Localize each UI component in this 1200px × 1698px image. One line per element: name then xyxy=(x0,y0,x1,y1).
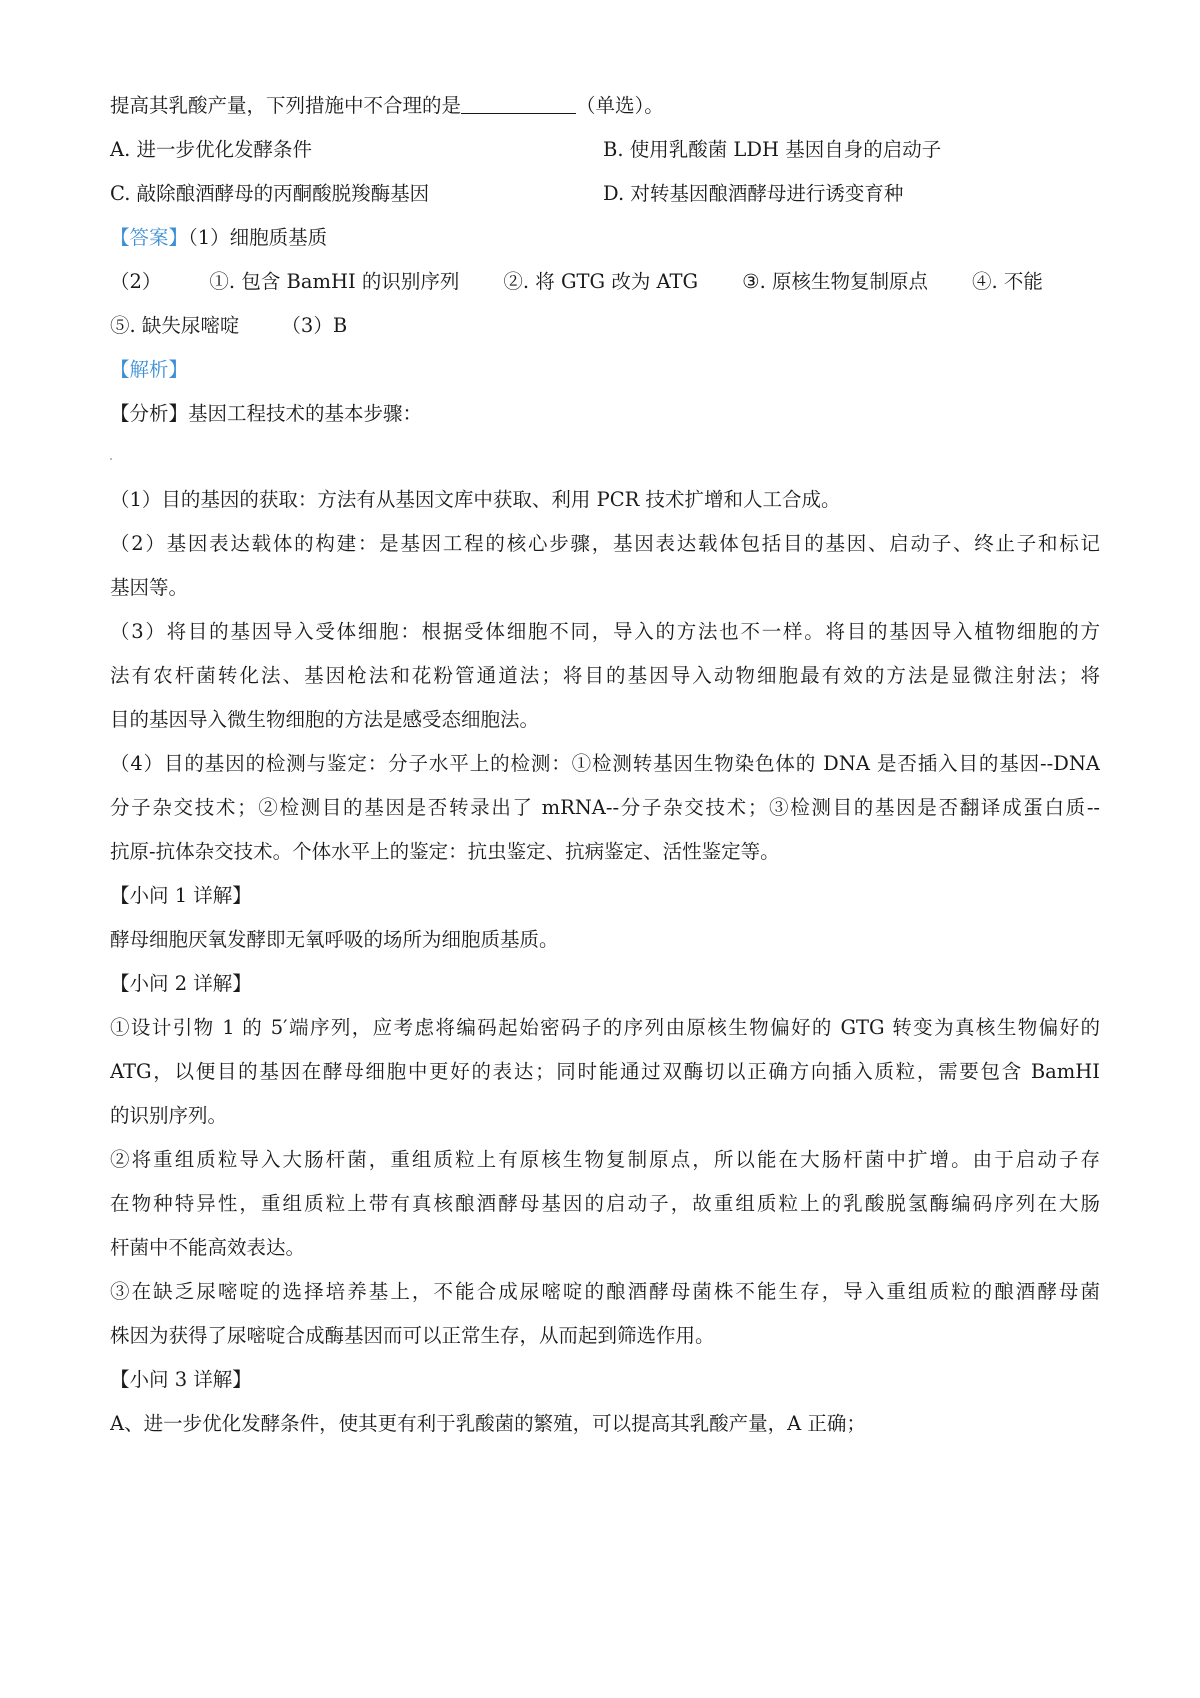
answer-line-2 xyxy=(110,268,1100,296)
answer-part1: （1）细胞质基质 xyxy=(188,226,328,249)
option-c: C. 敲除酿酒酵母的丙酮酸脱羧酶基因 xyxy=(110,182,430,205)
answer-label: 【答案】 xyxy=(110,226,189,249)
answer-part2-prefix: （2） xyxy=(110,270,162,293)
analysis-line: （2）基因表达载体的构建：是基因工程的核心步骤，基因表达载体包括目的基因、启动子、终止子和标记 xyxy=(110,532,1100,555)
q2-line: 的识别序列。 xyxy=(110,1104,228,1127)
answer-part2-item: ⑤. 缺失尿嘧啶 xyxy=(110,314,240,337)
q2-title: 【小问 2 详解】 xyxy=(110,972,252,995)
q1-title: 【小问 1 详解】 xyxy=(110,884,252,907)
analysis-line: 目的基因导入微生物细胞的方法是感受态细胞法。 xyxy=(110,708,540,731)
question-stem-text: 提高其乳酸产量，下列措施中不合理的是 xyxy=(110,94,462,117)
answer-part2-item: ②. 将 GTG 改为 ATG xyxy=(503,270,699,293)
q2-line: 在物种特异性，重组质粒上带有真核酿酒酵母基因的启动子，故重组质粒上的乳酸脱氢酶编码序列在大肠 xyxy=(110,1192,1100,1215)
option-a: A. 进一步优化发酵条件 xyxy=(110,138,312,161)
explanation-label: 【解析】 xyxy=(110,358,189,381)
q2-line: ATG，以便目的基因在酵母细胞中更好的表达；同时能通过双酶切以正确方向插入质粒，需要包含 BamHI xyxy=(110,1060,1100,1083)
analysis-line: （4）目的基因的检测与鉴定：分子水平上的检测：①检测转基因生物染色体的 DNA 是否插入目的基因--DNA xyxy=(110,752,1100,775)
q2-line: 杆菌中不能高效表达。 xyxy=(110,1236,306,1259)
q2-line: ②将重组质粒导入大肠杆菌，重组质粒上有原核生物复制原点，所以能在大肠杆菌中扩增。由于启动子存 xyxy=(110,1148,1100,1171)
answer-part3: （3）B xyxy=(281,314,348,337)
blank-line-marker xyxy=(110,458,112,460)
analysis-line: （1）目的基因的获取：方法有从基因文库中获取、利用 PCR 技术扩增和人工合成。 xyxy=(110,488,841,511)
answer-part2-item: ①. 包含 BamHI 的识别序列 xyxy=(209,270,460,293)
option-b: B. 使用乳酸菌 LDH 基因自身的启动子 xyxy=(603,138,942,161)
answer-line-1 xyxy=(110,224,1100,252)
option-d: D. 对转基因酿酒酵母进行诱变育种 xyxy=(603,182,904,205)
analysis-title: 【分析】基因工程技术的基本步骤： xyxy=(110,402,423,425)
analysis-line: （3）将目的基因导入受体细胞：根据受体细胞不同，导入的方法也不一样。将目的基因导入植物细胞的方 xyxy=(110,620,1100,643)
question-stem-suffix: （单选）。 xyxy=(576,94,664,117)
q2-line: ①设计引物 1 的 5′端序列，应考虑将编码起始密码子的序列由原核生物偏好的 GTG 转变为真核生物偏好的 xyxy=(110,1016,1100,1039)
question-stem xyxy=(110,92,1100,120)
q3-title: 【小问 3 详解】 xyxy=(110,1368,252,1391)
q2-line: ③在缺乏尿嘧啶的选择培养基上，不能合成尿嘧啶的酿酒酵母菌株不能生存，导入重组质粒的酿酒酵母菌 xyxy=(110,1280,1100,1303)
analysis-line: 法有农杆菌转化法、基因枪法和花粉管通道法；将目的基因导入动物细胞最有效的方法是显微注射法；将 xyxy=(110,664,1100,687)
answer-part2-item: ④. 不能 xyxy=(972,270,1043,293)
answer-blank xyxy=(461,93,576,114)
q2-line: 株因为获得了尿嘧啶合成酶基因而可以正常生存，从而起到筛选作用。 xyxy=(110,1324,715,1347)
analysis-line: 分子杂交技术；②检测目的基因是否转录出了 mRNA--分子杂交技术；③检测目的基因是否翻译成蛋白质-- xyxy=(110,796,1100,819)
answer-part2-item: ③. 原核生物复制原点 xyxy=(742,270,929,293)
answer-line-3 xyxy=(110,312,1100,340)
q1-line: 酵母细胞厌氧发酵即无氧呼吸的场所为细胞质基质。 xyxy=(110,928,559,951)
analysis-line: 抗原-抗体杂交技术。个体水平上的鉴定：抗虫鉴定、抗病鉴定、活性鉴定等。 xyxy=(110,840,780,863)
q3-line: A、进一步优化发酵条件，使其更有利于乳酸菌的繁殖，可以提高其乳酸产量，A 正确； xyxy=(110,1412,866,1435)
analysis-line: 基因等。 xyxy=(110,576,189,599)
